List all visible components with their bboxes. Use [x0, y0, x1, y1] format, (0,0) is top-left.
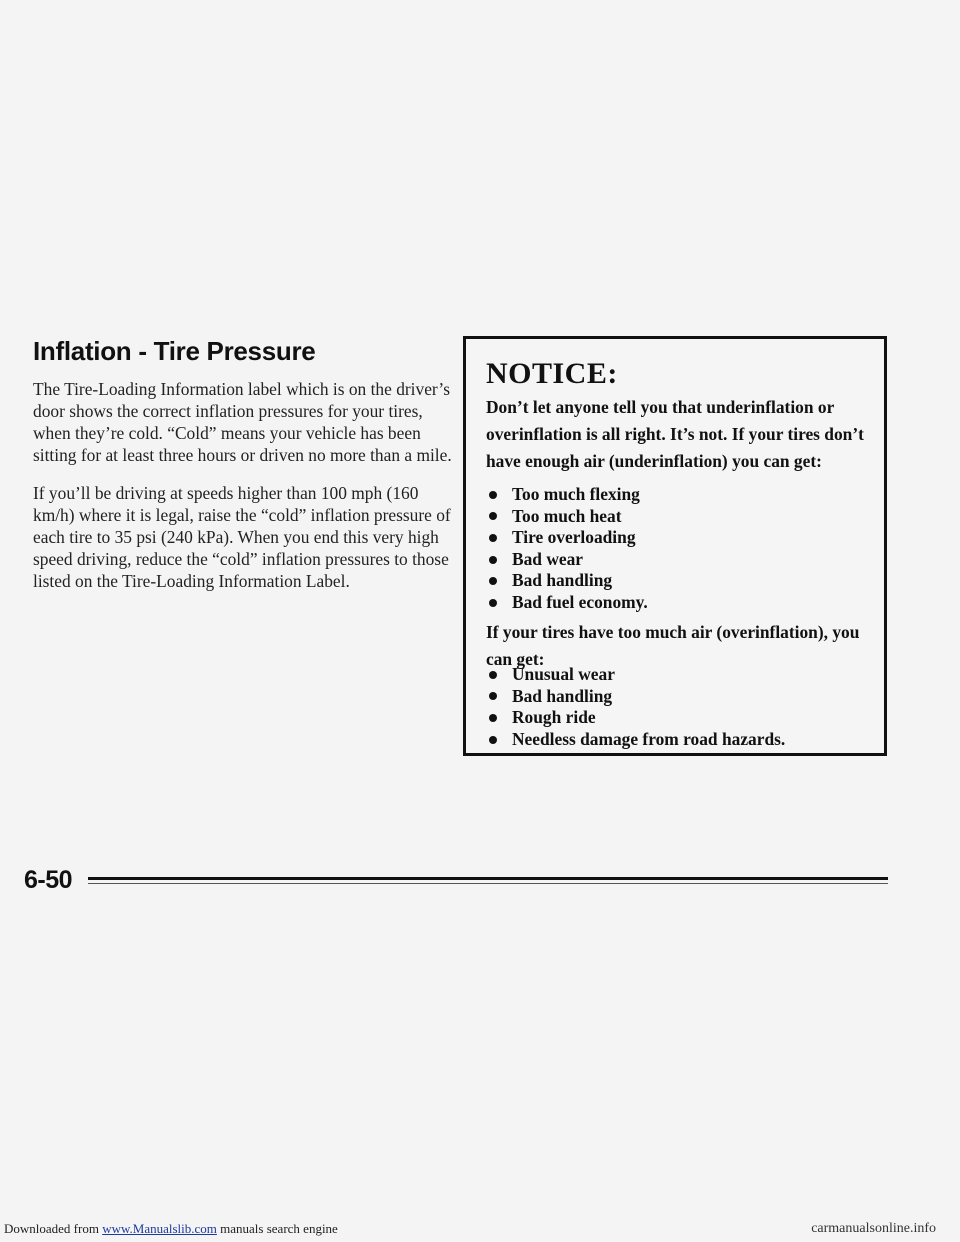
bullet-icon: [489, 599, 497, 607]
overinflation-list: [486, 664, 785, 750]
list-item: [486, 506, 648, 528]
list-item-label: Bad handling: [512, 570, 613, 591]
bullet-icon: [489, 736, 497, 744]
bullet-icon: [489, 534, 497, 542]
site-watermark: carmanualsonline.info: [811, 1221, 936, 1236]
list-item: [486, 484, 648, 506]
list-item: [486, 570, 648, 592]
list-item-label: Unusual wear: [512, 664, 615, 684]
bullet-icon: [489, 512, 497, 520]
download-banner: [4, 1221, 338, 1237]
manualslib-link[interactable]: www.Manualslib.com: [102, 1221, 217, 1236]
list-item-label: Tire overloading: [512, 527, 636, 548]
list-item: [486, 527, 648, 549]
section-title: Inflation - Tire Pressure: [33, 336, 316, 366]
footer-rule: [88, 877, 888, 880]
bullet-icon: [489, 671, 497, 679]
list-item-label: Too much flexing: [512, 484, 640, 504]
list-item: [486, 729, 785, 751]
list-item-label: Bad handling: [512, 685, 613, 706]
list-item-label: Too much heat: [512, 505, 622, 526]
bullet-icon: [489, 556, 497, 564]
page-number: 6-50: [24, 866, 73, 894]
list-item: [486, 592, 648, 614]
notice-heading: NOTICE:: [486, 357, 618, 390]
list-item: [486, 549, 648, 571]
list-item: [486, 707, 785, 729]
bullet-icon: [489, 491, 497, 499]
list-item-label: Bad wear: [512, 548, 584, 569]
bullet-icon: [489, 714, 497, 722]
list-item-label: Needless damage from road hazards.: [512, 728, 786, 749]
list-item: [486, 686, 785, 708]
notice-intro: Don’t let anyone tell you that underinflation or overinflation is all right. It’s not. If your tires don’t have enough air (underinflation) you can get:: [486, 397, 864, 471]
list-item-label: Bad fuel economy.: [512, 591, 648, 612]
banner-suffix: manuals search engine: [216, 1221, 338, 1236]
underinflation-list: [486, 484, 648, 614]
notice-box: [463, 336, 887, 756]
bullet-icon: [489, 577, 497, 585]
bullet-icon: [489, 692, 497, 700]
list-item-label: Rough ride: [512, 707, 596, 728]
body-paragraph-cold-pressure: The Tire-Loading Information label which is on the driver’s door shows the correct inflation pressures for your tires, when they’re cold. “Cold” means your vehicle has been sitting for at least three hours or driven no more than a mile.: [33, 379, 452, 465]
body-paragraph-high-speed: If you’ll be driving at speeds higher than 100 mph (160 km/h) where it is legal, raise the “cold” inflation pressure of each tire to 35 psi (240 kPa). When you end this very high speed driving, reduce the “cold” inflation pressures to those listed on the Tire-Loading Information Label.: [33, 483, 451, 591]
footer-rule-thin: [88, 883, 888, 884]
list-item: [486, 664, 785, 686]
banner-prefix: Downloaded from: [4, 1221, 103, 1236]
notice-overinflation-intro: If your tires have too much air (overinflation), you can get:: [486, 622, 860, 669]
